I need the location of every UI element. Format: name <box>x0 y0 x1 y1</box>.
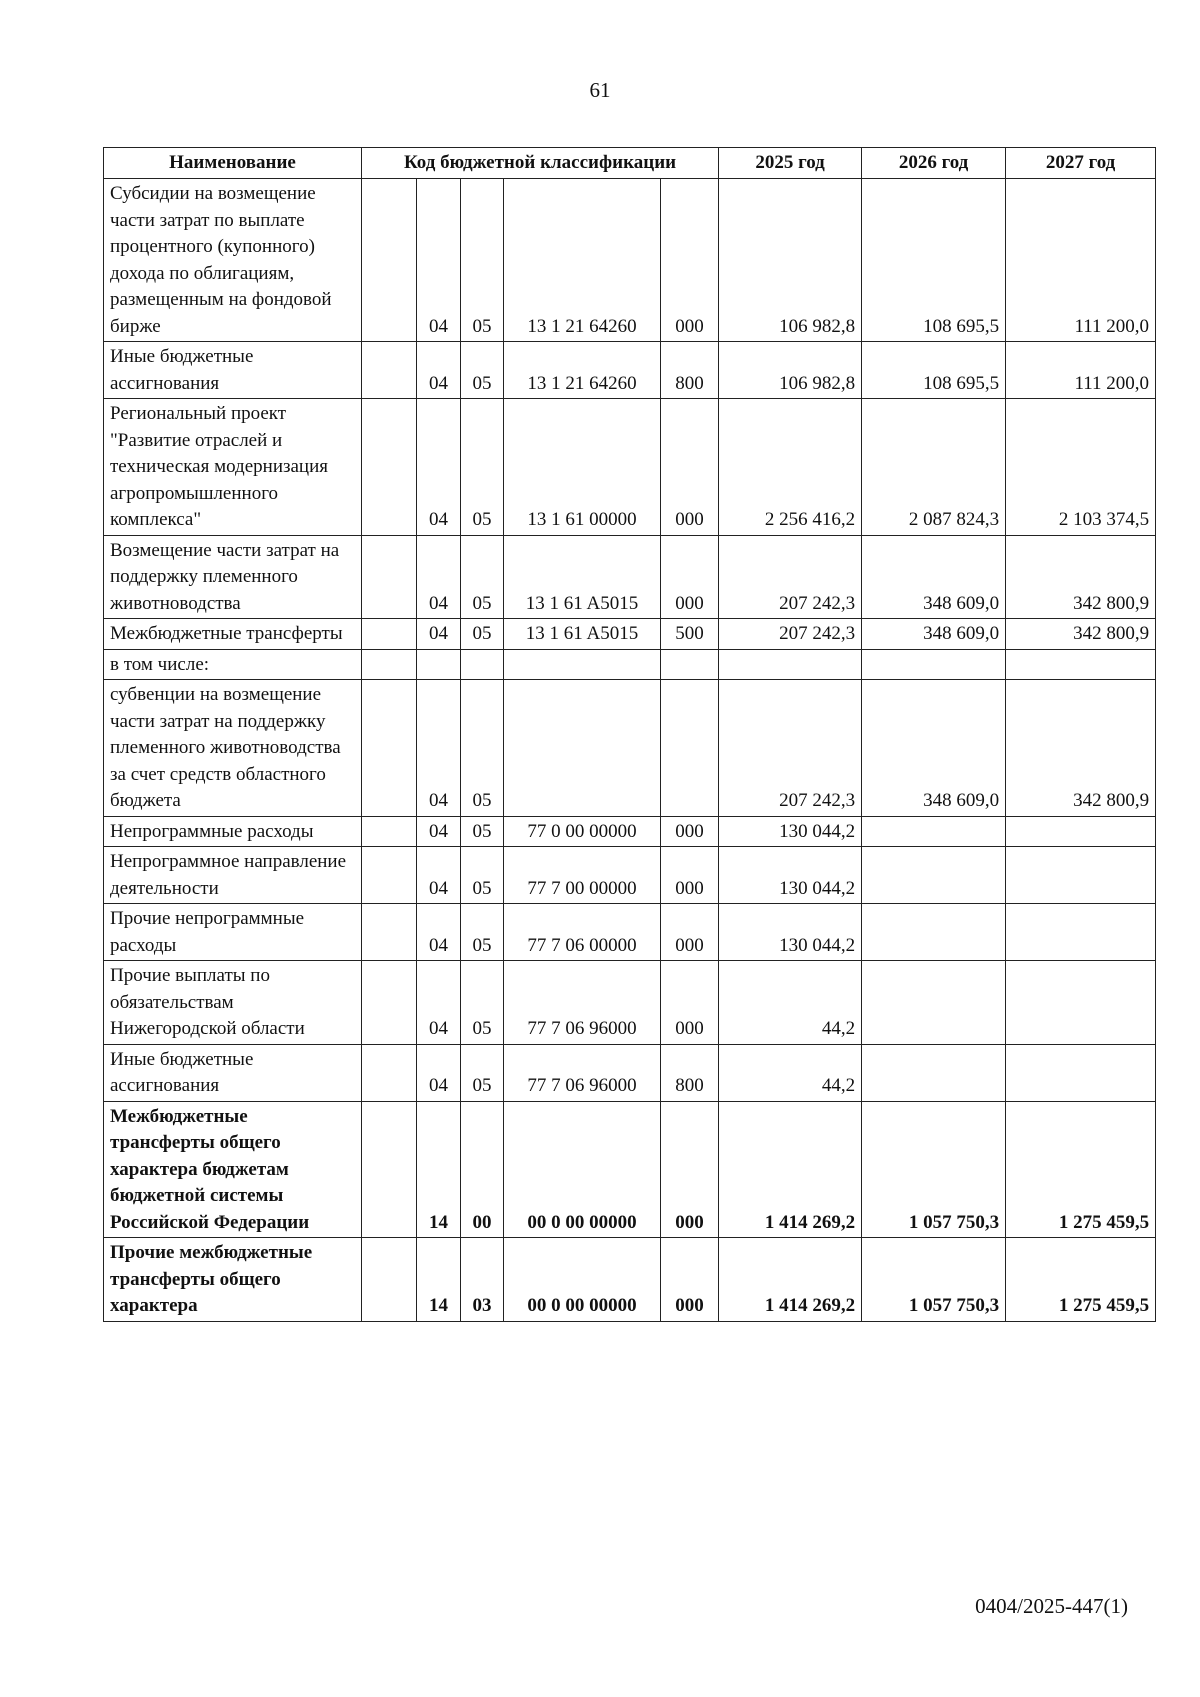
table-row <box>104 649 1156 680</box>
table-row <box>104 904 1156 961</box>
row-expense-type: 000 <box>661 399 719 536</box>
row-target-code: 13 1 61 00000 <box>504 399 661 536</box>
row-expense-type: 000 <box>661 1238 719 1322</box>
row-2026 <box>862 1044 1006 1101</box>
row-name: Возмещение части затрат на поддержку племенного животноводства <box>104 535 362 619</box>
row-name: Межбюджетные трансферты общего характера бюджетам бюджетной системы Российской Федерации <box>104 1101 362 1238</box>
row-target-code: 00 0 00 00000 <box>504 1238 661 1322</box>
row-expense-type: 000 <box>661 904 719 961</box>
row-target-code <box>504 680 661 817</box>
row-2025: 130 044,2 <box>719 847 862 904</box>
table-row <box>104 816 1156 847</box>
row-target-code: 13 1 61 A5015 <box>504 535 661 619</box>
row-blank <box>362 619 417 650</box>
row-2025: 1 414 269,2 <box>719 1238 862 1322</box>
row-target-code: 77 7 00 00000 <box>504 847 661 904</box>
row-2026 <box>862 847 1006 904</box>
row-2027: 342 800,9 <box>1006 619 1156 650</box>
row-expense-type: 000 <box>661 535 719 619</box>
row-subsection: 05 <box>461 680 504 817</box>
header-name: Наименование <box>104 148 362 179</box>
row-2027: 1 275 459,5 <box>1006 1101 1156 1238</box>
row-section: 04 <box>417 904 461 961</box>
row-2027: 342 800,9 <box>1006 535 1156 619</box>
row-2025: 44,2 <box>719 1044 862 1101</box>
row-2025: 207 242,3 <box>719 535 862 619</box>
row-target-code: 77 7 06 96000 <box>504 961 661 1045</box>
row-2025: 44,2 <box>719 961 862 1045</box>
row-2026 <box>862 904 1006 961</box>
row-2025: 207 242,3 <box>719 619 862 650</box>
row-2027 <box>1006 649 1156 680</box>
row-name: Региональный проект "Развитие отраслей и техническая модернизация агропромышленного комплекса" <box>104 399 362 536</box>
budget-table <box>103 147 1156 1322</box>
row-section: 04 <box>417 179 461 342</box>
row-name: Иные бюджетные ассигнования <box>104 1044 362 1101</box>
row-2026: 1 057 750,3 <box>862 1238 1006 1322</box>
row-section: 04 <box>417 342 461 399</box>
row-name: субвенции на возмещение части затрат на поддержку племенного животноводства за счет средств областного бюджета <box>104 680 362 817</box>
document-registration-code: 0404/2025-447(1) <box>975 1594 1128 1618</box>
row-expense-type: 000 <box>661 1101 719 1238</box>
row-section: 04 <box>417 961 461 1045</box>
row-target-code: 13 1 21 64260 <box>504 342 661 399</box>
row-section: 14 <box>417 1238 461 1322</box>
row-2025: 2 256 416,2 <box>719 399 862 536</box>
row-subsection: 05 <box>461 816 504 847</box>
row-2026: 348 609,0 <box>862 619 1006 650</box>
row-subsection: 05 <box>461 847 504 904</box>
row-subsection: 05 <box>461 342 504 399</box>
table-header-row <box>104 148 1156 179</box>
row-2027: 1 275 459,5 <box>1006 1238 1156 1322</box>
table-row <box>104 535 1156 619</box>
row-blank <box>362 847 417 904</box>
row-name: Иные бюджетные ассигнования <box>104 342 362 399</box>
row-target-code: 77 0 00 00000 <box>504 816 661 847</box>
table-row <box>104 961 1156 1045</box>
row-2027: 2 103 374,5 <box>1006 399 1156 536</box>
row-blank <box>362 816 417 847</box>
row-2026 <box>862 649 1006 680</box>
table-row <box>104 847 1156 904</box>
row-blank <box>362 649 417 680</box>
row-target-code <box>504 649 661 680</box>
row-expense-type <box>661 649 719 680</box>
row-name: Межбюджетные трансферты <box>104 619 362 650</box>
header-2027: 2027 год <box>1006 148 1156 179</box>
row-section: 04 <box>417 1044 461 1101</box>
row-subsection: 05 <box>461 619 504 650</box>
row-2027 <box>1006 904 1156 961</box>
row-section: 14 <box>417 1101 461 1238</box>
row-name: в том числе: <box>104 649 362 680</box>
table-row <box>104 680 1156 817</box>
row-target-code: 13 1 61 A5015 <box>504 619 661 650</box>
row-section: 04 <box>417 399 461 536</box>
table-row <box>104 1238 1156 1322</box>
row-expense-type: 000 <box>661 816 719 847</box>
row-2025 <box>719 649 862 680</box>
page-number: 61 <box>589 78 611 102</box>
row-subsection <box>461 649 504 680</box>
row-subsection: 05 <box>461 535 504 619</box>
row-blank <box>362 961 417 1045</box>
row-subsection: 05 <box>461 399 504 536</box>
table-row <box>104 342 1156 399</box>
row-2026: 108 695,5 <box>862 342 1006 399</box>
row-2027: 111 200,0 <box>1006 342 1156 399</box>
row-section: 04 <box>417 619 461 650</box>
row-2027 <box>1006 1044 1156 1101</box>
header-code: Код бюджетной классификации <box>362 148 719 179</box>
table-row <box>104 179 1156 342</box>
row-target-code: 00 0 00 00000 <box>504 1101 661 1238</box>
row-target-code: 77 7 06 00000 <box>504 904 661 961</box>
row-expense-type: 000 <box>661 847 719 904</box>
row-2027 <box>1006 847 1156 904</box>
row-expense-type: 800 <box>661 1044 719 1101</box>
row-subsection: 05 <box>461 1044 504 1101</box>
row-blank <box>362 1101 417 1238</box>
row-target-code: 77 7 06 96000 <box>504 1044 661 1101</box>
row-2026: 108 695,5 <box>862 179 1006 342</box>
row-name: Непрограммное направление деятельности <box>104 847 362 904</box>
row-2027: 111 200,0 <box>1006 179 1156 342</box>
row-section: 04 <box>417 847 461 904</box>
row-blank <box>362 179 417 342</box>
row-blank <box>362 680 417 817</box>
row-expense-type: 000 <box>661 961 719 1045</box>
row-2026: 348 609,0 <box>862 680 1006 817</box>
row-2025: 130 044,2 <box>719 904 862 961</box>
row-blank <box>362 904 417 961</box>
row-expense-type: 000 <box>661 179 719 342</box>
row-2026: 348 609,0 <box>862 535 1006 619</box>
row-blank <box>362 399 417 536</box>
row-name: Прочие межбюджетные трансферты общего характера <box>104 1238 362 1322</box>
table-row <box>104 619 1156 650</box>
header-2026: 2026 год <box>862 148 1006 179</box>
row-subsection: 05 <box>461 904 504 961</box>
row-section: 04 <box>417 816 461 847</box>
row-2027 <box>1006 961 1156 1045</box>
row-target-code: 13 1 21 64260 <box>504 179 661 342</box>
row-subsection: 05 <box>461 961 504 1045</box>
row-subsection: 03 <box>461 1238 504 1322</box>
row-2025: 207 242,3 <box>719 680 862 817</box>
row-2027: 342 800,9 <box>1006 680 1156 817</box>
row-2025: 130 044,2 <box>719 816 862 847</box>
row-2026 <box>862 961 1006 1045</box>
row-name: Субсидии на возмещение части затрат по выплате процентного (купонного) дохода по облигациям, размещенным на фондовой бирже <box>104 179 362 342</box>
row-name: Прочие выплаты по обязательствам Нижегородской области <box>104 961 362 1045</box>
row-2026: 1 057 750,3 <box>862 1101 1006 1238</box>
row-name: Прочие непрограммные расходы <box>104 904 362 961</box>
row-expense-type: 500 <box>661 619 719 650</box>
row-name: Непрограммные расходы <box>104 816 362 847</box>
row-blank <box>362 535 417 619</box>
row-subsection: 05 <box>461 179 504 342</box>
row-section <box>417 649 461 680</box>
header-2025: 2025 год <box>719 148 862 179</box>
row-blank <box>362 1238 417 1322</box>
row-subsection: 00 <box>461 1101 504 1238</box>
row-2027 <box>1006 816 1156 847</box>
table-row <box>104 1101 1156 1238</box>
row-blank <box>362 1044 417 1101</box>
row-2026: 2 087 824,3 <box>862 399 1006 536</box>
row-section: 04 <box>417 680 461 817</box>
row-blank <box>362 342 417 399</box>
row-2026 <box>862 816 1006 847</box>
row-2025: 106 982,8 <box>719 179 862 342</box>
row-2025: 1 414 269,2 <box>719 1101 862 1238</box>
row-section: 04 <box>417 535 461 619</box>
row-expense-type <box>661 680 719 817</box>
row-2025: 106 982,8 <box>719 342 862 399</box>
table-row <box>104 1044 1156 1101</box>
row-expense-type: 800 <box>661 342 719 399</box>
table-row <box>104 399 1156 536</box>
